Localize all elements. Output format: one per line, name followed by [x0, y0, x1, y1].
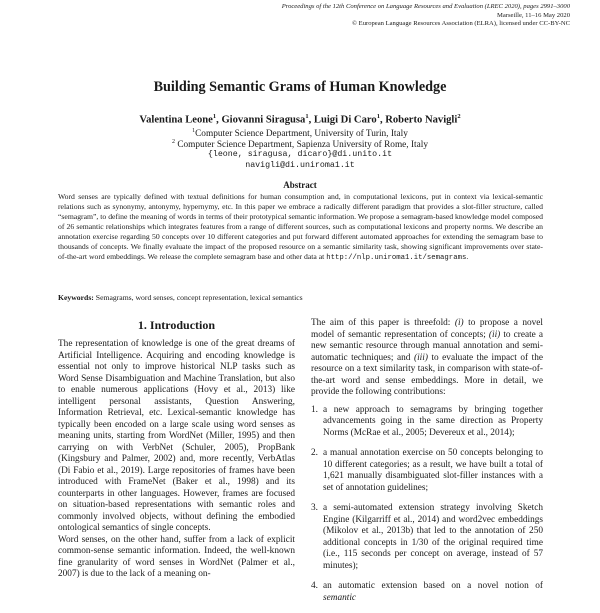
email-line: navigli@di.uniroma1.it: [245, 161, 355, 170]
text: to evaluate the impact of the resource on a text similarity task, in comparison with state-of-the-art word and sense embeddings. More in detail, we provide the following contributions:: [311, 352, 543, 397]
license-line: © European Language Resources Association (ELRA), licensed under CC-BY-NC: [352, 20, 570, 28]
item-text: a new approach to semagrams by bringing together advancements going in the same direction as Property Norms (McRae et al., 2005; Devereux et al., 2014);: [323, 404, 543, 438]
list-item: [311, 503, 543, 572]
item-emphasis: semantic: [323, 592, 357, 603]
author-sup: 1: [305, 113, 309, 120]
affiliation-sup: 1: [192, 128, 196, 134]
abstract-url[interactable]: http://nlp.uniroma1.it/semagrams: [326, 254, 467, 263]
author-name: Giovanni Siragusa: [221, 114, 306, 126]
item-text: a manual annotation exercise on 50 concepts belonging to 10 different categories; as a result, we have built a total of 1,621 manually disambiguated slot-filler instances with a set of annotation guidelines;: [323, 448, 543, 493]
abstract-body: [58, 192, 543, 263]
author-name: Roberto Navigli: [385, 114, 458, 126]
author-name: Valentina Leone: [139, 114, 213, 126]
item-number: 3.: [311, 503, 318, 513]
venue-line: Marseille, 11–16 May 2020: [496, 11, 570, 19]
enum-marker: (i): [454, 318, 464, 328]
abstract-heading: Abstract: [283, 180, 317, 190]
contributions-list: [311, 405, 543, 605]
item-text: an automatic extension based on a novel notion of: [323, 581, 543, 591]
keywords-text: Semagrams, word senses, concept representation, lexical semantics: [95, 293, 303, 302]
enum-marker: (iii): [413, 352, 428, 363]
left-column: [58, 339, 295, 581]
author-sup: 2: [457, 113, 461, 120]
section-title: 1. Introduction: [137, 318, 216, 332]
keywords: [58, 293, 543, 302]
paragraph: The representation of knowledge is one of the great dreams of Artificial Intelligence. Acquiring and encoding knowledge is essential not only to improve historical NLP tasks such as Word Sense Disambiguation and Machine Translation, but also to enable numerous applications (Hovy et al., 2013) like intelligent personal assistants, Question Answering, Information Retrieval, etc. Lexical-semantic knowledge has typically been encoded on a large scale using word senses as meaning units, starting from WordNet (Miller, 1995) and then carrying on with VerbNet (Schuler, 2005), PropBank (Kingsbury and Palmer, 2002) and, more recently, VerbAtlas (Di Fabio et al., 2019). Large repositories of frames have been introduced with FrameNet (Baker et al., 1998) and its counterparts in other languages. However, frames are focused on situation-based representations with semantic roles and commonly involved objects, without defining the embodied ontological semantics of single concepts.: [58, 339, 295, 533]
text: to propose a novel model of semantic representation of concepts;: [311, 318, 544, 340]
aims-paragraph: [311, 318, 543, 399]
text: to create a new semantic resource through manual annotation and semi-automatic techniques; and: [311, 329, 543, 363]
proceedings-line: Proceedings of the 12th Conference on Language Resources and Evaluation (LREC 2020), pages 2991–3000: [281, 3, 570, 10]
author-list: Valentina Leone$^1$, Giovanni Siragusa$^1$, Luigi Di Caro$^1$, Roberto Navigli$^2$: [139, 113, 461, 126]
author-sup: 1: [212, 113, 217, 120]
paper-title: Building Semantic Grams of Human Knowledge: [153, 79, 447, 95]
paragraph: Word senses, on the other hand, suffer from a lack of explicit common-sense semantic information. Indeed, the well-known fine granularity of word senses in WordNet (Palmer et al., 2007) is due to the lack of a meaning on-: [58, 534, 295, 579]
affiliation-text: Computer Science Department, University of Turin, Italy: [195, 129, 408, 140]
author-sup: 1: [376, 113, 380, 120]
text: The aim of this paper is threefold:: [311, 318, 451, 328]
affiliation-sup: 2: [171, 139, 175, 145]
abstract-text: Word senses are typically defined with textual definitions for human consumption and, in computational lexicons, put in context via lexical-semantic relations such as synonymy, antonymy, hypernymy, etc. In this paper we embrace a radically different paradigm that provides a slot-filler structure, called “semagram”, to define the meaning of words in terms of their prototypical semantic information. We propose a semagram-based knowledge model composed of 26 semantic relationships which integrates features from a range of different sources, such as computational lexicons and property norms. We describe an annotation exercise regarding 50 concepts over 10 different categories and put forward different automated approaches for extending the semagram base to thousands of concepts. We finally evaluate the impact of the proposed resource on a semantic similarity task, showing significant improvements over state-of-the-art word embeddings. We release the complete semagram base and other data at: [58, 192, 543, 262]
item-number: 2.: [311, 448, 318, 458]
list-item: [311, 581, 543, 604]
list-item: [311, 405, 543, 440]
right-column: [311, 318, 543, 613]
keywords-label: Keywords:: [58, 293, 94, 302]
author-name: Luigi Di Caro: [313, 114, 377, 126]
email-line: {leone, siragusa, dicaro}@di.unito.it: [207, 150, 393, 159]
item-number: 1.: [311, 404, 318, 415]
affiliation-text: Computer Science Department, Sapienza University of Rome, Italy: [177, 140, 428, 151]
item-text: a semi-automated extension strategy involving Sketch Engine (Kilgarriff et al., 2014) and word2vec embeddings (Mikolov et al., 2013b) that led to the annotation of 250 additional concepts in 1/30 of the original required time (i.e., 115 seconds per concept on average, instead of 57 minutes);: [323, 503, 543, 571]
proceedings-header: [240, 3, 570, 29]
enum-marker: (ii): [488, 329, 501, 340]
item-number: 4.: [311, 581, 318, 591]
list-item: [311, 448, 543, 494]
abstract-end: .: [466, 252, 469, 262]
